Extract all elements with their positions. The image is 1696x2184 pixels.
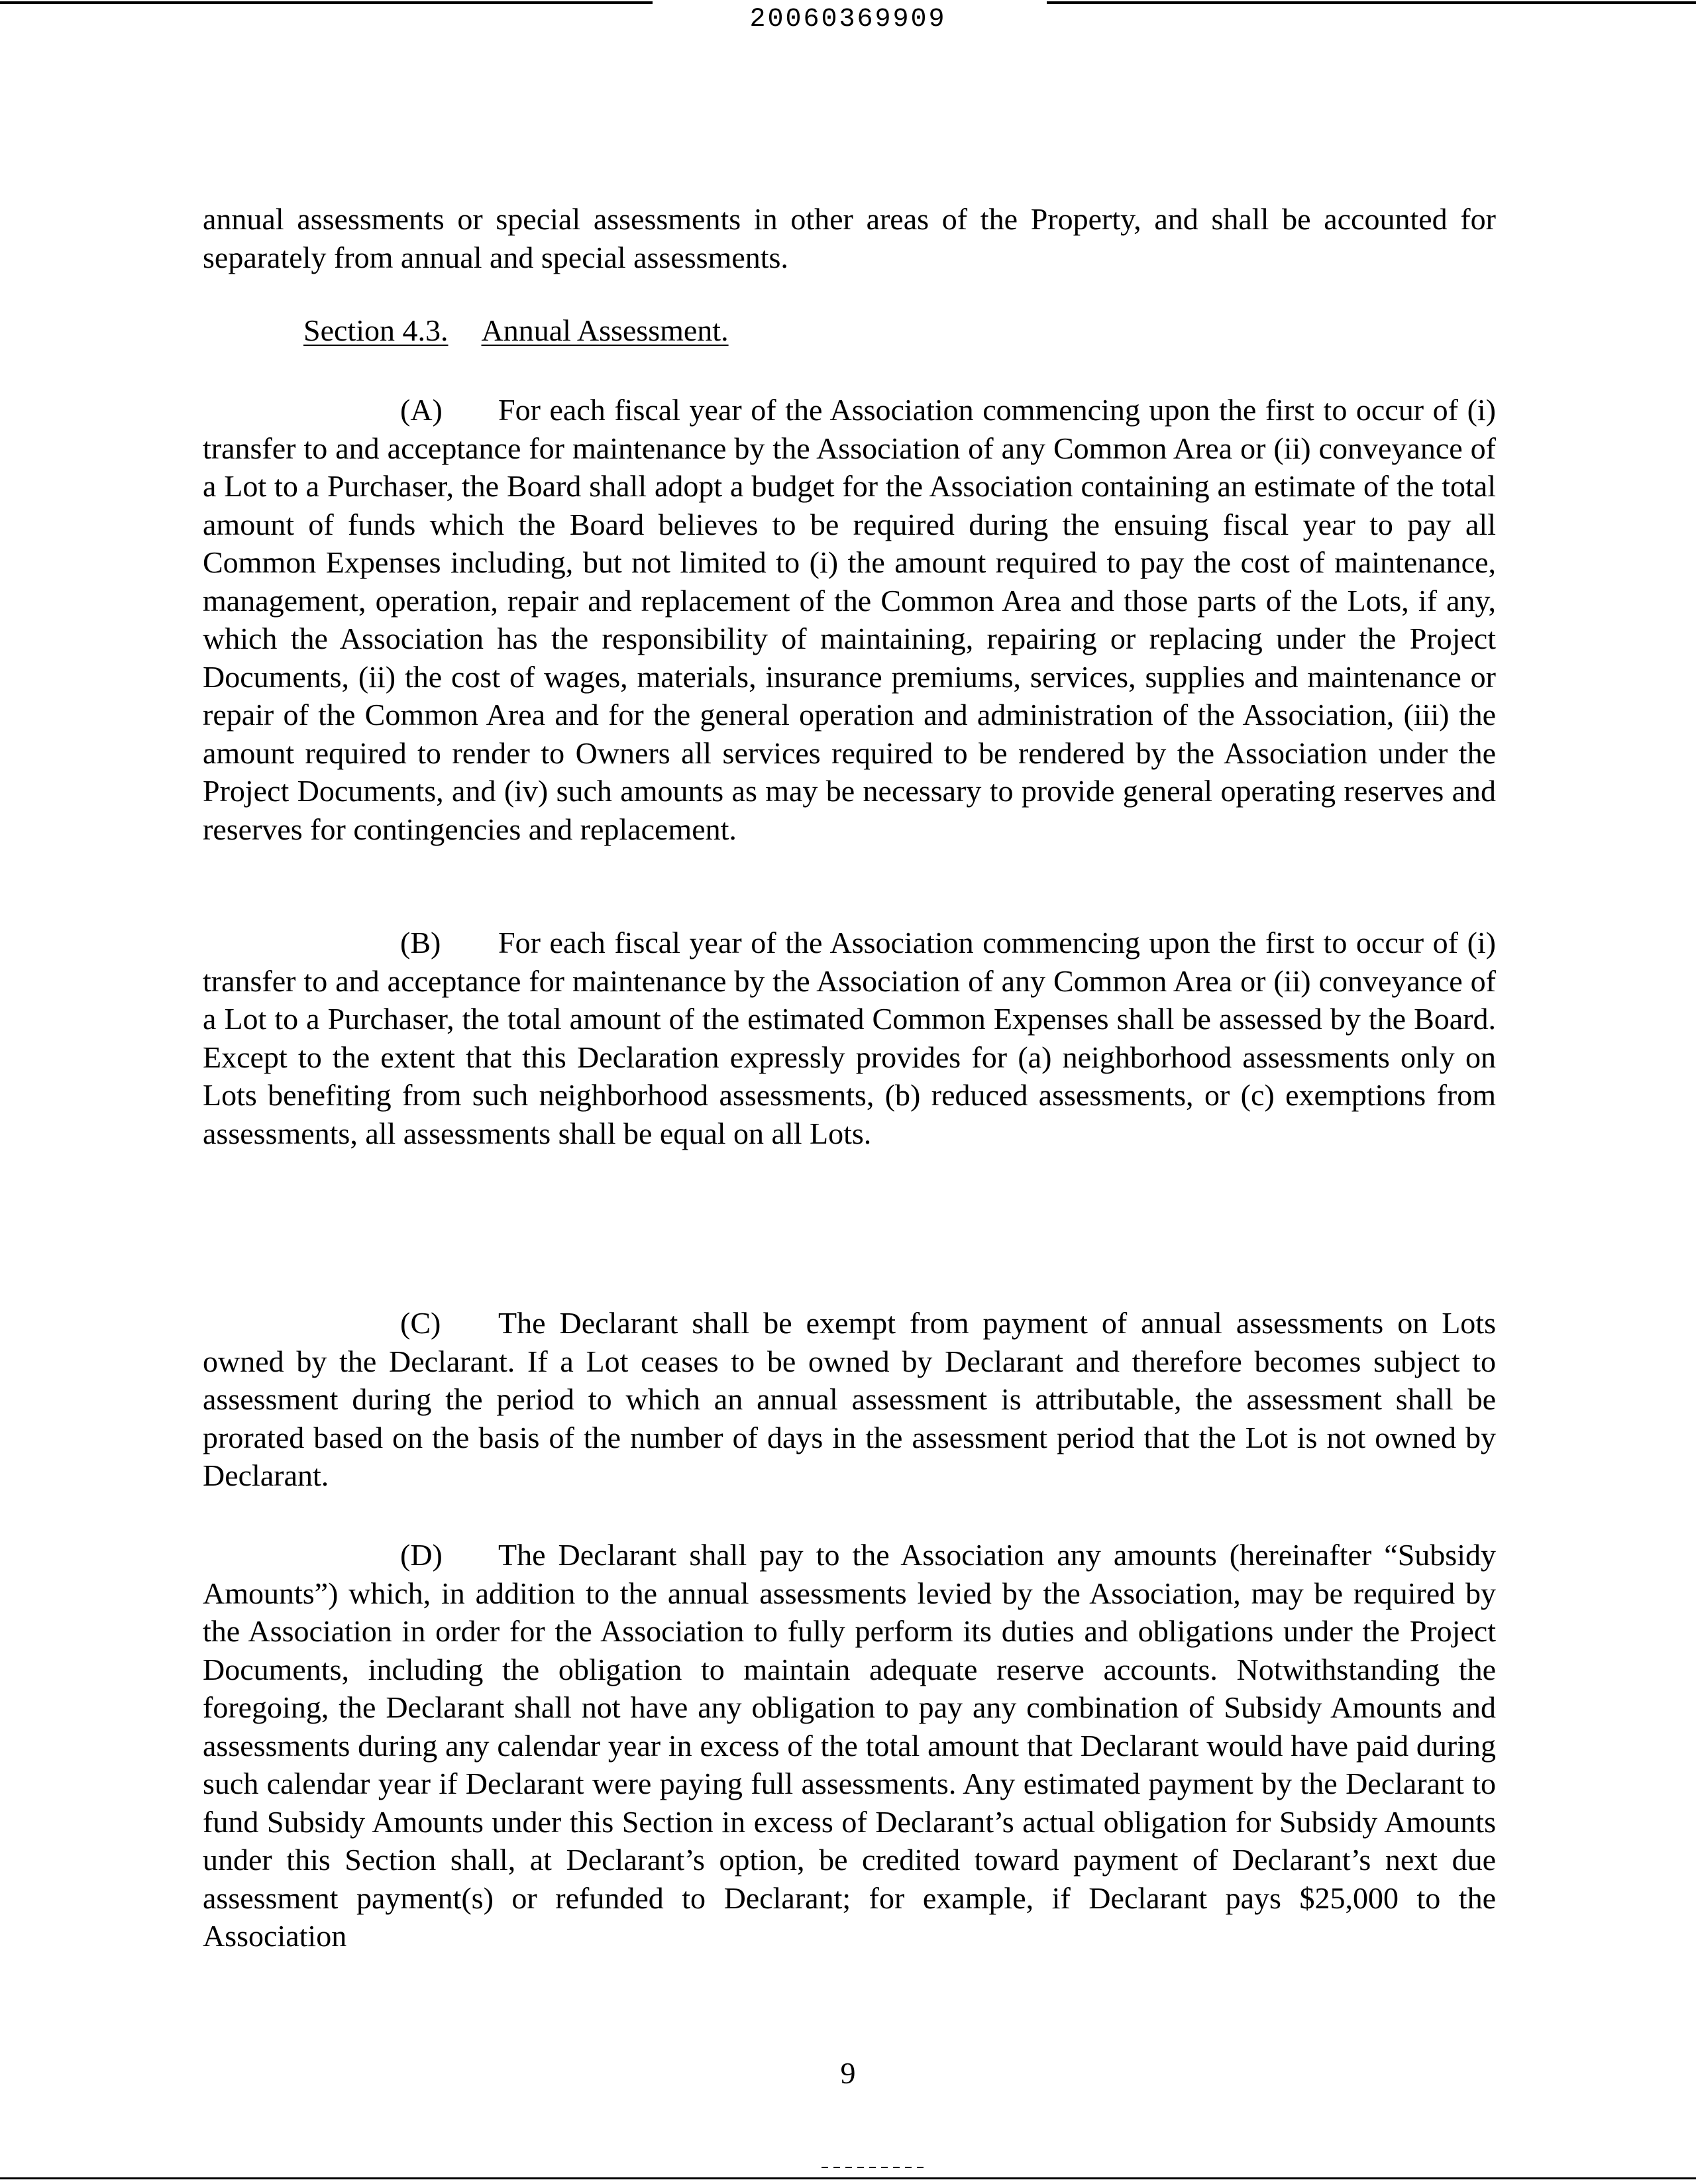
section-heading (303, 311, 729, 350)
paragraph-b-text: For each fiscal year of the Association commencing upon the first to occur of (i) transfer to and acceptance for maintenance by the Association of any Common Area or (ii) conveyance of a Lot to a Purchaser, the total amount of the estimated Common Expenses shall be assessed by the Board. Except to the extent that this Declaration expressly provides for (a) neighborhood assessments only on Lots benefiting from such neighborhood assessments, (b) reduced assessments, or (c) exemptions from assessments, all assessments shall be equal on all Lots. (203, 926, 1496, 1150)
top-border-left (0, 1, 653, 4)
paragraph-d-label: (D) (400, 1538, 443, 1572)
paragraph-a-label: (A) (400, 393, 443, 427)
bottom-scan-mark (822, 2167, 928, 2168)
paragraph-a (203, 391, 1496, 848)
paragraph-b-label: (B) (400, 926, 441, 959)
section-number: Section 4.3. (303, 313, 449, 347)
paragraph-c-text: The Declarant shall be exempt from payment of annual assessments on Lots owned by the Declarant. If a Lot ceases to be owned by Declarant and therefore becomes subject to assessment during the period to which an annual assessment is attributable, the assessment shall be prorated based on the basis of the number of days in the assessment period that the Lot is not owned by Declarant. (203, 1306, 1496, 1492)
paragraph-c (203, 1304, 1496, 1495)
section-title: Annual Assessment. (481, 313, 729, 347)
paragraph-a-text: For each fiscal year of the Association commencing upon the first to occur of (i) transfer to and acceptance for maintenance by the Association of any Common Area or (ii) conveyance of a Lot to a Purchaser, the Board shall adopt a budget for the Association containing an estimate of the total amount of funds which the Board believes to be required during the ensuing fiscal year to pay all Common Expenses including, but not limited to (i) the amount required to pay the cost of maintenance, management, operation, repair and replacement of the Common Area and those parts of the Lots, if any, which the Association has the responsibility of maintaining, repairing or replacing under the Project Documents, (ii) the cost of wages, materials, insurance premiums, services, supplies and maintenance or repair of the Common Area and for the general operation and administration of the Association, (iii) the amount required to render to Owners all services required to be rendered by the Association under the Project Documents, and (iv) such amounts as may be necessary to provide general operating reserves and reserves for contingencies and replacement. (203, 393, 1496, 846)
paragraph-d-text: The Declarant shall pay to the Association any amounts (hereinafter “Subsidy Amounts”) which, in addition to the annual assessments levied by the Association, may be required by the Association in order for the Association to fully perform its duties and obligations under the Project Documents, including the obligation to maintain adequate reserve accounts. Notwithstanding the foregoing, the Declarant shall not have any obligation to pay any combination of Subsidy Amounts and assessments during any calendar year in excess of the total amount that Declarant would have paid during such calendar year if Declarant were paying full assessments. Any estimated payment by the Declarant to fund Subsidy Amounts under this Section in excess of Declarant’s actual obligation for Subsidy Amounts under this Section shall, at Declarant’s option, be credited toward payment of Declarant’s next due assessment payment(s) or refunded to Declarant; for example, if Declarant pays $25,000 to the Association (203, 1538, 1496, 1953)
paragraph-d (203, 1536, 1496, 1955)
paragraph-b (203, 924, 1496, 1152)
page-number: 9 (840, 2056, 856, 2090)
bottom-border (0, 2177, 1696, 2179)
paragraph-c-label: (C) (400, 1306, 441, 1340)
document-number: 20060369909 (749, 5, 947, 34)
intro-paragraph: annual assessments or special assessments in other areas of the Property, and shall be accounted for separately from annual and special assessments. (203, 202, 1496, 274)
top-border-right (1047, 1, 1696, 4)
